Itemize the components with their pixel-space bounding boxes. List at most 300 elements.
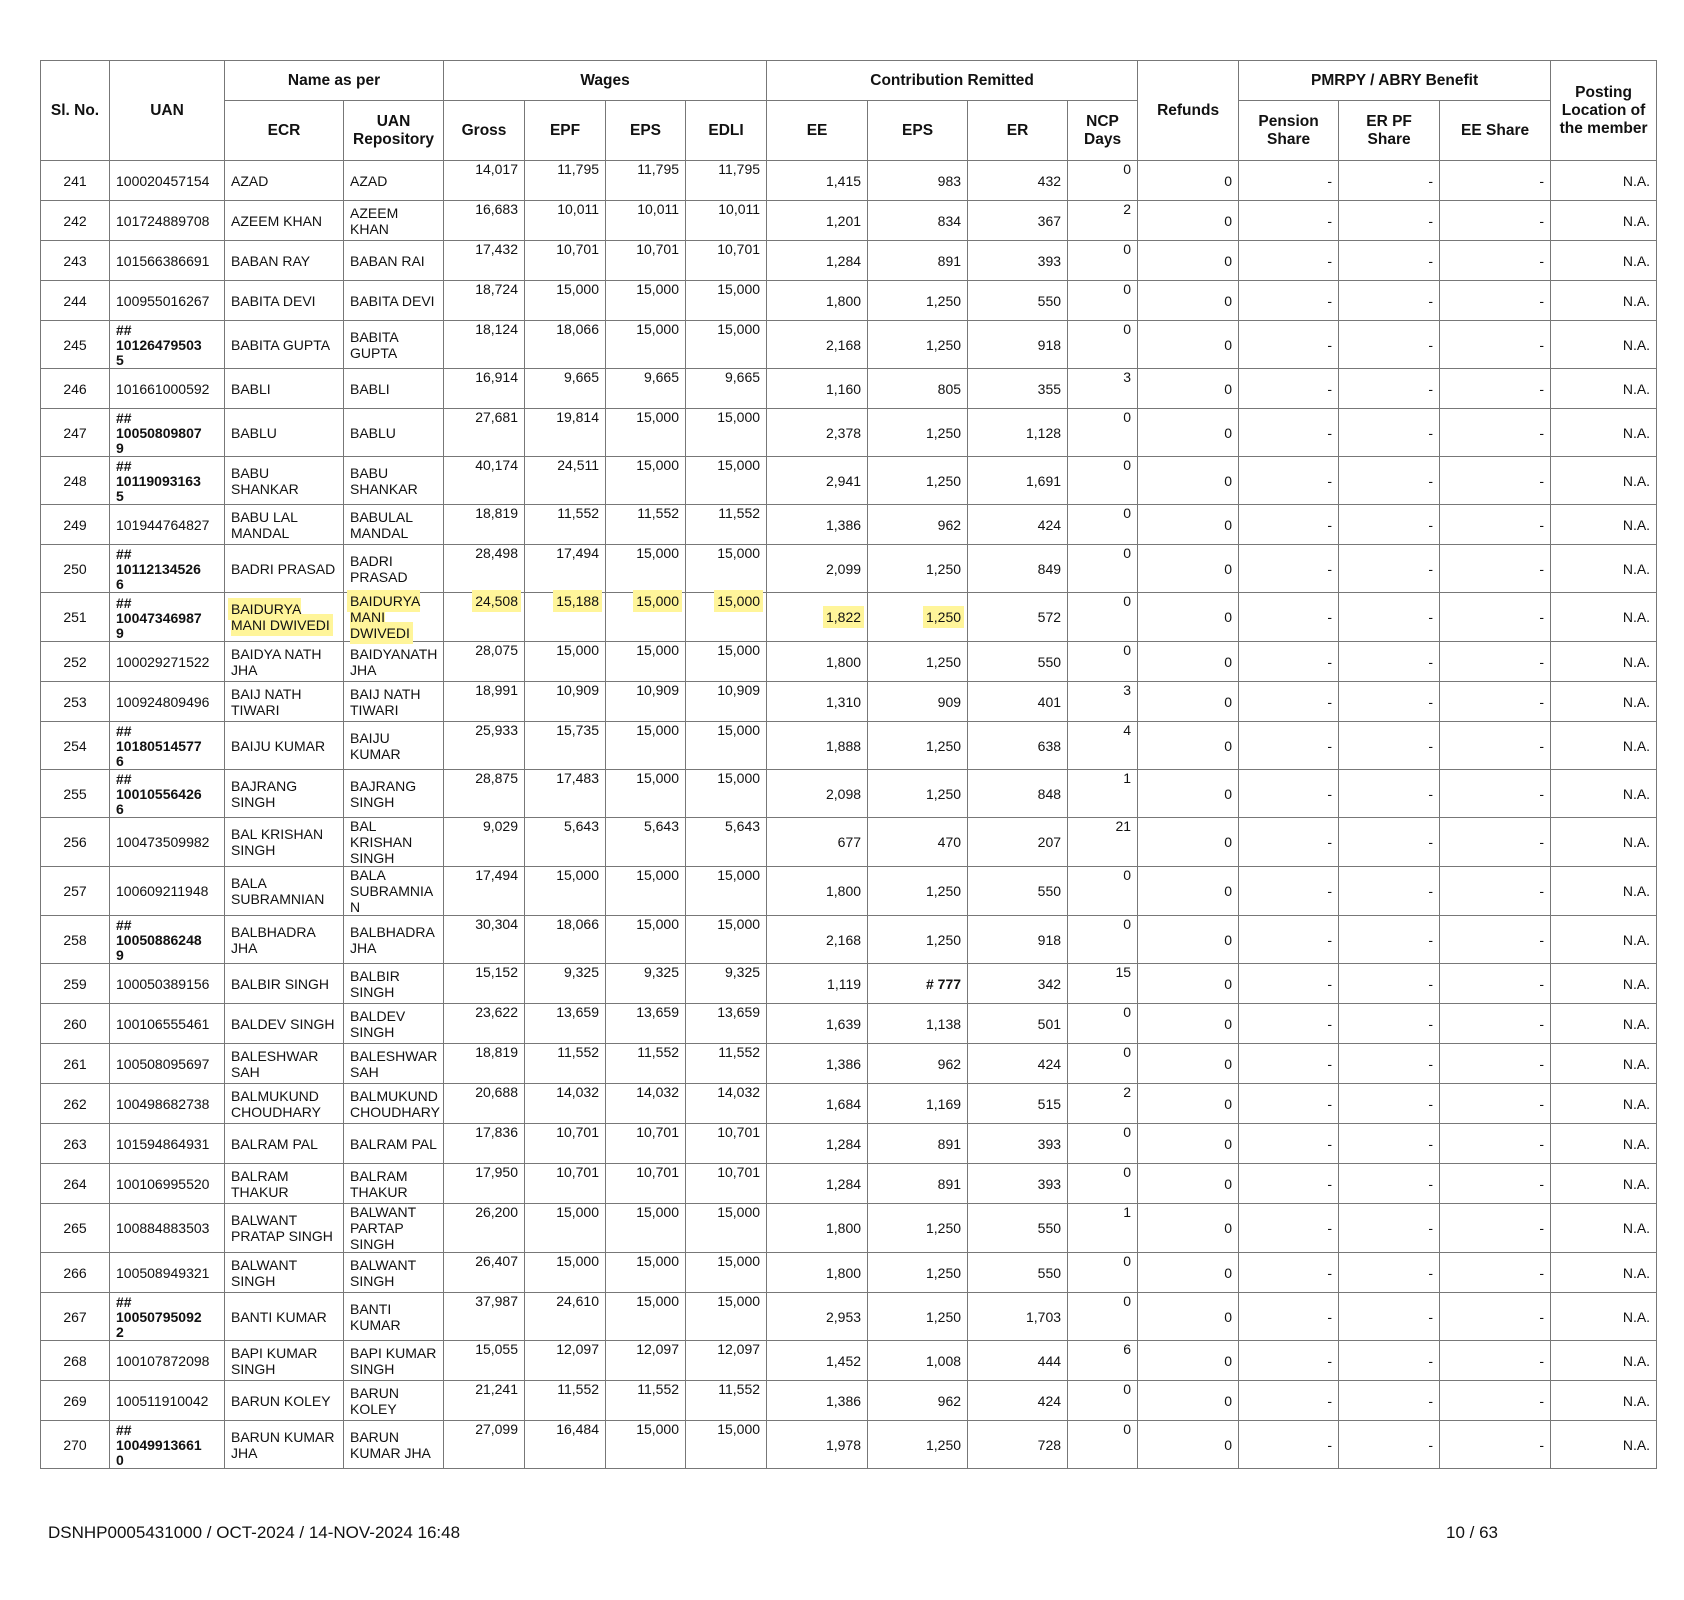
edli-cell [686,593,767,642]
contribution-eps-cell: 891 [868,241,968,281]
uan-repository-name-cell: BABITA DEVI [344,281,444,321]
ee-share-cell: - [1440,867,1551,916]
posting-location-cell: N.A. [1551,770,1657,818]
uan-repository-name-cell [344,1164,444,1204]
uan-repository-name-cell [344,964,444,1004]
epf-cell: 18,066 [525,916,606,964]
ee-cell: 1,800 [767,1204,868,1253]
sl-no-cell: 251 [41,593,110,642]
eps-wage-cell: 10,701 [606,241,686,281]
posting-location-cell: N.A. [1551,281,1657,321]
posting-location-cell: N.A. [1551,1164,1657,1204]
header-refunds: Refunds [1138,61,1239,161]
ecr-name-cell-text: BALRAM THAKUR [231,1167,289,1200]
uan-repository-name-cell-text: BABITA GUPTA [350,328,399,361]
gross-cell: 20,688 [444,1084,525,1124]
edli-cell: 15,000 [686,770,767,818]
uan-cell: 100511910042 [110,1381,225,1421]
epf-cell: 11,552 [525,505,606,545]
edli-cell: 9,325 [686,964,767,1004]
table-row [41,1204,1657,1253]
ecr-name-cell-text: BALA SUBRAMNIAN [231,875,325,907]
ncp-days-cell: 0 [1068,642,1138,682]
ee-share-cell: - [1440,1204,1551,1253]
er-pf-share-cell: - [1339,818,1440,867]
refunds-cell: 0 [1138,457,1239,505]
refunds-cell: 0 [1138,642,1239,682]
er-pf-share-cell: - [1339,722,1440,770]
edli-cell: 10,701 [686,1124,767,1164]
ecr-name-cell [225,916,344,964]
ee-share-cell: - [1440,1084,1551,1124]
er-cell: 849 [968,545,1068,593]
posting-location-cell: N.A. [1551,964,1657,1004]
uan-repository-name-cell [344,321,444,369]
uan-repository-name-cell [344,642,444,682]
ee-share-cell: - [1440,1004,1551,1044]
ee-share-cell: - [1440,642,1551,682]
refunds-cell: 0 [1138,1381,1239,1421]
sl-no-cell: 255 [41,770,110,818]
eps-wage-cell: 10,701 [606,1124,686,1164]
er-cell: 638 [968,722,1068,770]
ecr-name-cell: BABLI [225,369,344,409]
uan-repository-name-cell-text: BAIJ NATH TIWARI [350,685,421,718]
ecr-name-cell: BABAN RAY [225,241,344,281]
ecr-name-cell [225,505,344,545]
pension-share-cell: - [1239,321,1339,369]
epf-cell: 10,011 [525,201,606,241]
pension-share-cell: - [1239,457,1339,505]
contribution-eps-cell: 1,250 [868,281,968,321]
refunds-cell: 0 [1138,241,1239,281]
epf-cell: 10,909 [525,682,606,722]
table-row [41,505,1657,545]
eps-wage-cell: 15,000 [606,1204,686,1253]
epf-cell: 24,610 [525,1293,606,1341]
epf-cell: 15,735 [525,722,606,770]
epf-cell: 9,325 [525,964,606,1004]
ee-cell: 1,201 [767,201,868,241]
uan-repository-name-cell: AZAD [344,161,444,201]
eps-wage-cell: 9,325 [606,964,686,1004]
er-pf-share-cell: - [1339,161,1440,201]
er-pf-share-cell: - [1339,964,1440,1004]
table-row [41,241,1657,281]
er-pf-share-cell: - [1339,1381,1440,1421]
refunds-cell: 0 [1138,1204,1239,1253]
pension-share-cell: - [1239,916,1339,964]
gross-cell: 17,836 [444,1124,525,1164]
header-ncp-days: NCP Days [1068,101,1138,161]
refunds-cell: 0 [1138,281,1239,321]
eps-wage-cell: 11,795 [606,161,686,201]
ecr-name-cell [225,593,344,642]
edli-cell: 11,552 [686,1381,767,1421]
uan-repository-name-cell-text: BALESHWAR SAH [350,1047,438,1080]
uan-cell: 101724889708 [110,201,225,241]
ee-share-cell: - [1440,964,1551,1004]
er-cell: 424 [968,1044,1068,1084]
ecr-name-cell-text: BAIJ NATH TIWARI [231,685,302,718]
uan-cell: 100609211948 [110,867,225,916]
contribution-eps-cell: 805 [868,369,968,409]
ee-cell: 1,684 [767,1084,868,1124]
edli-cell: 15,000 [686,916,767,964]
sl-no-cell: 243 [41,241,110,281]
posting-location-cell: N.A. [1551,1253,1657,1293]
posting-location-cell: N.A. [1551,818,1657,867]
ecr-name-cell: BALBIR SINGH [225,964,344,1004]
epf-cell: 15,000 [525,1253,606,1293]
posting-location-cell: N.A. [1551,457,1657,505]
uan-cell-text: ## 10180514577 6 [116,723,202,769]
er-pf-share-cell: - [1339,1004,1440,1044]
er-pf-share-cell: - [1339,281,1440,321]
ee-cell: 677 [767,818,868,867]
pension-share-cell: - [1239,409,1339,457]
pension-share-cell: - [1239,964,1339,1004]
uan-cell-text: ## 10047346987 9 [116,594,202,641]
ecr-name-cell-text: BALBHADRA JHA [231,923,316,956]
eps-wage-cell-text: 15,000 [636,593,680,609]
ecr-name-cell-text: BAIDURYA MANI DWIVEDI [231,601,330,633]
ee-cell: 1,800 [767,281,868,321]
eps-wage-cell: 15,000 [606,281,686,321]
er-cell: 848 [968,770,1068,818]
epf-cell [525,593,606,642]
uan-repository-name-cell: BABLU [344,409,444,457]
edli-cell: 10,701 [686,1164,767,1204]
ecr-name-cell [225,1164,344,1204]
ncp-days-cell: 0 [1068,593,1138,642]
gross-cell: 18,724 [444,281,525,321]
contribution-eps-cell: 1,250 [868,1204,968,1253]
uan-cell-text: ## 10010556426 6 [116,771,202,817]
ee-cell: 2,098 [767,770,868,818]
ee-cell: 1,160 [767,369,868,409]
edli-cell: 13,659 [686,1004,767,1044]
uan-cell: 100473509982 [110,818,225,867]
ee-share-cell: - [1440,409,1551,457]
uan-repository-name-cell: BABLI [344,369,444,409]
ncp-days-cell: 0 [1068,457,1138,505]
ncp-days-cell: 0 [1068,409,1138,457]
epf-cell: 15,000 [525,1204,606,1253]
er-cell: 918 [968,916,1068,964]
eps-wage-cell: 11,552 [606,505,686,545]
er-pf-share-cell: - [1339,1044,1440,1084]
edli-cell: 10,701 [686,241,767,281]
posting-location-cell: N.A. [1551,1124,1657,1164]
epf-cell-text: 15,188 [556,593,600,609]
uan-cell: 101566386691 [110,241,225,281]
eps-wage-cell: 15,000 [606,867,686,916]
ecr-name-cell-text: BALMUKUND CHOUDHARY [231,1087,321,1120]
ee-cell: 1,800 [767,1253,868,1293]
refunds-cell: 0 [1138,161,1239,201]
ee-cell: 2,099 [767,545,868,593]
ee-cell [767,593,868,642]
gross-cell: 25,933 [444,722,525,770]
er-cell: 501 [968,1004,1068,1044]
header-ee: EE [767,101,868,161]
ecr-name-cell: BAIJU KUMAR [225,722,344,770]
pension-share-cell: - [1239,1084,1339,1124]
ee-cell: 1,386 [767,1044,868,1084]
uan-repository-name-cell: AZEEM KHAN [344,201,444,241]
ncp-days-cell: 1 [1068,1204,1138,1253]
contribution-eps-cell: 1,250 [868,321,968,369]
contribution-eps-cell: 983 [868,161,968,201]
ee-share-cell: - [1440,722,1551,770]
posting-location-cell: N.A. [1551,201,1657,241]
gross-cell: 28,498 [444,545,525,593]
contribution-eps-cell: 962 [868,505,968,545]
contribution-eps-cell: 1,250 [868,1253,968,1293]
pension-share-cell: - [1239,505,1339,545]
ee-cell: 1,284 [767,1124,868,1164]
table-row [41,867,1657,916]
ee-share-cell: - [1440,916,1551,964]
sl-no-cell: 257 [41,867,110,916]
contribution-eps-cell: 1,250 [868,916,968,964]
table-row [41,1421,1657,1469]
uan-repository-name-cell-text: BAIDURYA MANI DWIVEDI [350,593,421,641]
uan-cell [110,916,225,964]
eps-wage-cell: 15,000 [606,409,686,457]
epf-cell: 18,066 [525,321,606,369]
uan-cell-text: ## 10050886248 9 [116,917,202,963]
ncp-days-cell: 0 [1068,241,1138,281]
ncp-days-cell: 0 [1068,161,1138,201]
table-row [41,818,1657,867]
uan-repository-name-cell [344,1253,444,1293]
posting-location-cell: N.A. [1551,369,1657,409]
posting-location-cell: N.A. [1551,916,1657,964]
gross-cell: 18,819 [444,505,525,545]
edli-cell: 11,795 [686,161,767,201]
ecr-name-cell [225,1204,344,1253]
posting-location-cell: N.A. [1551,1004,1657,1044]
ee-cell: 2,953 [767,1293,868,1341]
ecr-name-cell-text: BAPI KUMAR SINGH [231,1344,318,1377]
ee-cell: 1,119 [767,964,868,1004]
uan-repository-name-cell-text: BALRAM THAKUR [350,1167,408,1200]
header-posting-location: Posting Location of the member [1551,61,1657,161]
ecr-name-cell-text: BALWANT PRATAP SINGH [231,1212,333,1244]
edli-cell: 15,000 [686,1421,767,1469]
posting-location-cell: N.A. [1551,593,1657,642]
uan-cell-text: ## 10112134526 6 [116,546,201,592]
ee-cell: 1,415 [767,161,868,201]
posting-location-cell: N.A. [1551,682,1657,722]
er-pf-share-cell: - [1339,1084,1440,1124]
ncp-days-cell: 15 [1068,964,1138,1004]
ee-cell: 1,386 [767,1381,868,1421]
uan-cell [110,593,225,642]
contribution-eps-cell: 1,008 [868,1341,968,1381]
header-ecr: ECR [225,101,344,161]
edli-cell: 15,000 [686,722,767,770]
posting-location-cell: N.A. [1551,1293,1657,1341]
uan-repository-name-cell [344,818,444,867]
refunds-cell: 0 [1138,1253,1239,1293]
epf-cell: 9,665 [525,369,606,409]
ncp-days-cell: 1 [1068,770,1138,818]
edli-cell: 15,000 [686,1253,767,1293]
table-row [41,281,1657,321]
eps-wage-cell: 13,659 [606,1004,686,1044]
uan-cell [110,1421,225,1469]
uan-cell: 101661000592 [110,369,225,409]
epf-cell: 19,814 [525,409,606,457]
header-pension-share: Pension Share [1239,101,1339,161]
uan-repository-name-cell: BAIJU KUMAR [344,722,444,770]
er-pf-share-cell: - [1339,1164,1440,1204]
table-row [41,916,1657,964]
sl-no-cell: 242 [41,201,110,241]
uan-repository-name-cell-text: BAPI KUMAR SINGH [350,1344,437,1377]
eps-wage-cell: 10,909 [606,682,686,722]
sl-no-cell: 261 [41,1044,110,1084]
ee-share-cell: - [1440,161,1551,201]
ecr-name-cell-text: BALESHWAR SAH [231,1047,319,1080]
posting-location-cell: N.A. [1551,1341,1657,1381]
er-pf-share-cell: - [1339,321,1440,369]
uan-repository-name-cell [344,457,444,505]
er-cell: 1,128 [968,409,1068,457]
eps-wage-cell: 9,665 [606,369,686,409]
er-cell: 550 [968,867,1068,916]
er-cell: 515 [968,1084,1068,1124]
ncp-days-cell: 3 [1068,682,1138,722]
edli-cell: 15,000 [686,281,767,321]
pension-share-cell: - [1239,867,1339,916]
gross-cell: 21,241 [444,1381,525,1421]
posting-location-cell: N.A. [1551,1044,1657,1084]
er-cell: 393 [968,1124,1068,1164]
ee-share-cell: - [1440,593,1551,642]
sl-no-cell: 250 [41,545,110,593]
contribution-eps-cell: 834 [868,201,968,241]
ee-share-cell: - [1440,545,1551,593]
epf-cell: 17,494 [525,545,606,593]
sl-no-cell: 258 [41,916,110,964]
header-gross: Gross [444,101,525,161]
edli-cell: 15,000 [686,1293,767,1341]
gross-cell: 30,304 [444,916,525,964]
eps-wage-cell: 12,097 [606,1341,686,1381]
uan-repository-name-cell-text: BARUN KOLEY [350,1384,400,1417]
ecr-name-cell: BALDEV SINGH [225,1004,344,1044]
sl-no-cell: 263 [41,1124,110,1164]
pension-share-cell: - [1239,1253,1339,1293]
table-row [41,409,1657,457]
uan-repository-name-cell-text: BARUN KUMAR JHA [350,1428,431,1461]
pension-share-cell: - [1239,1044,1339,1084]
uan-repository-name-cell-text: BALA SUBRAMNIA N [350,867,434,915]
header-pmrpy-benefit: PMRPY / ABRY Benefit [1239,61,1551,101]
pension-share-cell: - [1239,1164,1339,1204]
epf-cell: 11,552 [525,1044,606,1084]
er-pf-share-cell: - [1339,916,1440,964]
refunds-cell: 0 [1138,201,1239,241]
er-pf-share-cell: - [1339,1421,1440,1469]
ncp-days-cell: 0 [1068,1124,1138,1164]
gross-cell: 27,681 [444,409,525,457]
er-cell: 550 [968,1204,1068,1253]
gross-cell-text: 24,508 [475,593,519,609]
ecr-name-cell [225,682,344,722]
ecr-name-cell [225,1341,344,1381]
contribution-eps-cell: 909 [868,682,968,722]
table-row [41,369,1657,409]
gross-cell: 9,029 [444,818,525,867]
table-row [41,1341,1657,1381]
posting-location-cell: N.A. [1551,1204,1657,1253]
ncp-days-cell: 0 [1068,1164,1138,1204]
ee-share-cell: - [1440,505,1551,545]
edli-cell: 15,000 [686,321,767,369]
uan-cell: 100050389156 [110,964,225,1004]
er-pf-share-cell: - [1339,457,1440,505]
epf-cell: 13,659 [525,1004,606,1044]
table-row [41,770,1657,818]
epf-cell: 10,701 [525,1124,606,1164]
eps-wage-cell: 10,701 [606,1164,686,1204]
er-pf-share-cell: - [1339,1204,1440,1253]
ncp-days-cell: 0 [1068,1293,1138,1341]
pension-share-cell: - [1239,770,1339,818]
eps-wage-cell: 11,552 [606,1381,686,1421]
er-cell: 550 [968,281,1068,321]
sl-no-cell: 241 [41,161,110,201]
ncp-days-cell: 0 [1068,867,1138,916]
uan-cell-text: ## 10119093163 5 [116,458,201,504]
contribution-eps-cell: 1,250 [868,1293,968,1341]
uan-repository-name-cell [344,1293,444,1341]
epf-cell: 10,701 [525,1164,606,1204]
gross-cell: 17,950 [444,1164,525,1204]
ecr-name-cell [225,1421,344,1469]
er-cell: 367 [968,201,1068,241]
pension-share-cell: - [1239,682,1339,722]
table-row [41,642,1657,682]
header-contribution-eps: EPS [868,101,968,161]
uan-repository-name-cell-text: BAL KRISHAN SINGH [350,818,413,866]
ee-cell: 2,168 [767,916,868,964]
uan-cell-text: ## 10126479503 5 [116,322,202,368]
ecr-name-cell [225,1044,344,1084]
ee-cell: 1,452 [767,1341,868,1381]
ecr-name-cell-text: BABU LAL MANDAL [231,508,298,541]
eps-wage-cell: 15,000 [606,1293,686,1341]
epf-cell: 14,032 [525,1084,606,1124]
gross-cell: 14,017 [444,161,525,201]
contribution-eps-cell: 1,250 [868,545,968,593]
uan-cell: 100107872098 [110,1341,225,1381]
header-name-as-per: Name as per [225,61,444,101]
ecr-name-cell-text: BARUN KUMAR JHA [231,1428,335,1461]
er-cell: 424 [968,505,1068,545]
header-sl-no: Sl. No. [41,61,110,161]
uan-cell: 100020457154 [110,161,225,201]
contribution-eps-cell: 1,250 [868,867,968,916]
er-cell: 728 [968,1421,1068,1469]
er-cell: 424 [968,1381,1068,1421]
contribution-eps-cell: 470 [868,818,968,867]
